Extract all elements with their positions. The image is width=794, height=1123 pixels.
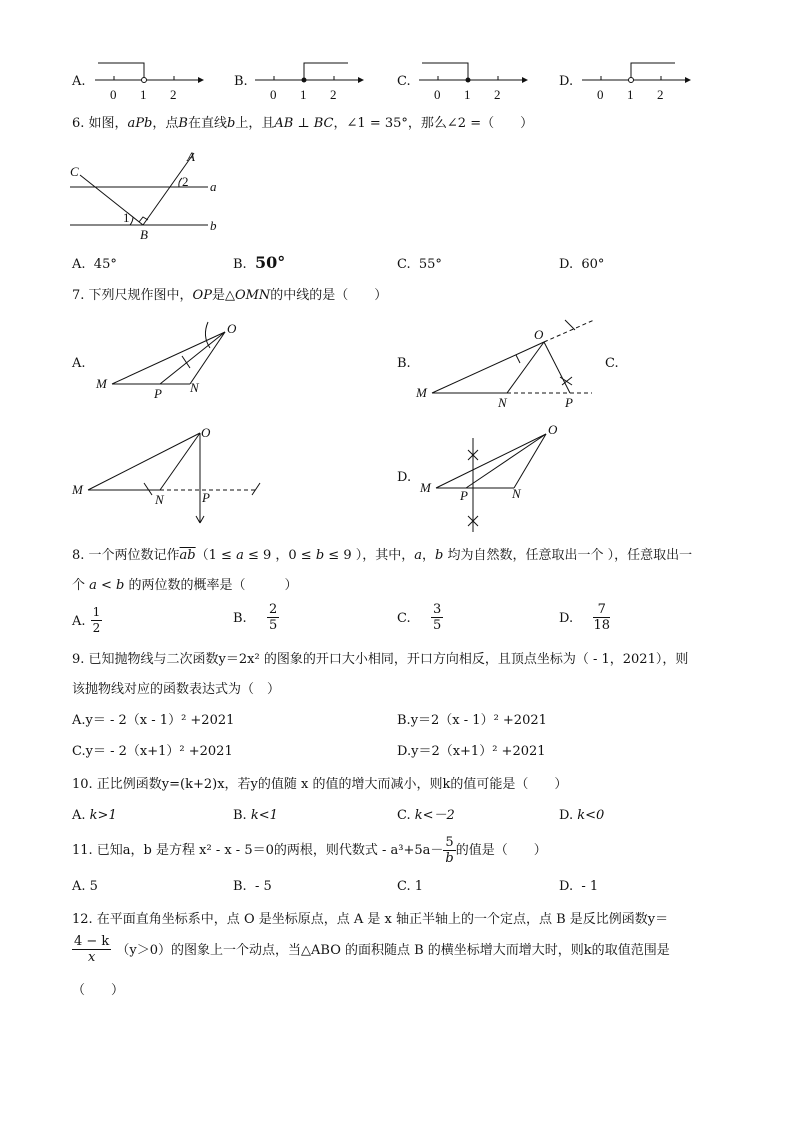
frac-num: 4 − k: [74, 934, 110, 949]
q7c-label-m: M: [72, 482, 83, 497]
q6-figure: [60, 145, 230, 245]
q7-stem-end: 的中线的是（ ）: [270, 288, 388, 303]
tick-label: 0: [434, 87, 441, 102]
q5-option-c-letter: C.: [397, 74, 411, 89]
q6-label-a-point: A: [187, 149, 195, 164]
q5-option-b-letter: B.: [234, 74, 248, 89]
option-letter: C.: [397, 879, 411, 894]
frac-den: 2: [92, 621, 101, 635]
option-letter: B.: [233, 879, 247, 894]
q6-stem-a: a: [127, 116, 136, 131]
q8-condition: a < b: [89, 578, 125, 593]
option-letter: A.: [72, 713, 86, 728]
q5-option-d-letter: D.: [559, 74, 574, 89]
option-text: 45°: [93, 257, 117, 272]
option-letter: D.: [559, 879, 574, 894]
option-letter: D.: [397, 744, 412, 759]
q8-text: ≤ 9 ，0 ≤: [243, 548, 316, 563]
q8-var: b: [435, 548, 444, 563]
q11-option-d: [559, 879, 598, 895]
q7-stem-text: 7. 下列尺规作图中，: [72, 288, 193, 303]
option-text: y＝2（x - 1）² +2021: [410, 713, 547, 728]
tick-label: 1: [627, 87, 634, 102]
q7c-label-o: O: [201, 425, 211, 440]
q9-option-c: [72, 744, 233, 760]
option-letter: A.: [72, 614, 86, 629]
option-text: 1: [414, 879, 424, 894]
frac-num: 1: [92, 605, 101, 619]
q7-figure-c: [72, 423, 272, 528]
q7a-label-n: N: [190, 380, 199, 395]
q7b-label-p: P: [565, 395, 573, 410]
q12-stem-line1: 12. 在平面直角坐标系中，点 O 是坐标原点，点 A 是 x 轴正半轴上的一个定点，点 B 是反比例函数y＝: [72, 912, 669, 927]
q8-text: ，: [421, 548, 435, 563]
q8-option-d: [559, 602, 610, 633]
q7-stem-omn: OMN: [234, 288, 271, 303]
q12-stem-line2: [72, 934, 670, 965]
q11-option-c: [397, 879, 423, 895]
option-text: - 5: [250, 879, 272, 894]
q6-label-c: C: [70, 164, 79, 179]
q7c-label-n: N: [155, 492, 164, 507]
option-text: 50°: [254, 253, 286, 272]
q6-stem-mid3: 上，且: [235, 116, 275, 131]
q7d-label-o: O: [548, 422, 558, 437]
q6-option-c: [397, 257, 442, 273]
option-letter: D.: [559, 808, 574, 823]
q8-option-b: [233, 602, 279, 633]
q10-option-b: [233, 808, 278, 824]
q6-stem-mid2: 在直线: [187, 116, 227, 131]
q5-option-a-number-line: [90, 58, 210, 104]
option-letter: A.: [72, 257, 86, 272]
q9-stem-line1: 9. 已知抛物线与二次函数y＝2x² 的图象的开口大小相同，开口方向相反，且顶点坐标为（ - 1，2021），则: [72, 652, 689, 667]
tick-label: 0: [597, 87, 604, 102]
option-text: k<0: [577, 808, 605, 823]
option-text: y＝ - 2（x - 1）² +2021: [85, 713, 235, 728]
q7d-label-m: M: [420, 480, 431, 495]
q6-stem-angle: ∠1 = 35°: [346, 116, 408, 131]
q7-label-b: B.: [397, 356, 411, 371]
option-letter: C.: [397, 611, 411, 626]
option-letter: A.: [72, 879, 86, 894]
frac-num: 7: [593, 602, 610, 618]
option-text: k>1: [89, 808, 117, 823]
q7-figure-b: [412, 315, 612, 410]
q9-option-d: [397, 744, 546, 760]
q8-option-a: [72, 605, 102, 636]
q7-stem-op: OP: [192, 288, 212, 303]
q6-label-b-point: B: [140, 227, 148, 242]
q7d-label-p: P: [460, 488, 468, 503]
option-letter: A.: [72, 808, 86, 823]
q6-option-b: [233, 255, 285, 273]
option-letter: C.: [397, 808, 411, 823]
tick-label: 0: [110, 87, 117, 102]
option-text: 5: [89, 879, 98, 894]
q10-option-c: [397, 808, 455, 824]
q6-stem-rel: Pb: [135, 116, 153, 131]
frac-den: 5: [269, 618, 278, 633]
q7-stem-mid: 是△: [211, 288, 235, 303]
q7-figure-d: [418, 420, 578, 535]
option-text: k<1: [250, 808, 278, 823]
q12-stem-text: （y＞0）的图象上一个动点，当△ABO 的面积随点 B 的横坐标增大而增大时，则k的取值范围是: [116, 943, 670, 958]
q6-label-line-a: a: [210, 179, 217, 194]
frac-num: 5: [445, 835, 454, 850]
q8-stem-line2: [72, 578, 298, 594]
option-letter: B.: [233, 257, 247, 272]
q8-var: a: [414, 548, 422, 563]
option-text: y＝2（x+1）² +2021: [411, 744, 546, 759]
q5-option-d-number-line: [577, 58, 697, 104]
q6-stem-mid: ，点: [152, 116, 179, 131]
q6-stem-b-point: B: [178, 116, 188, 131]
tick-label: 1: [140, 87, 147, 102]
q7d-label-n: N: [512, 486, 521, 501]
q7-stem: [72, 288, 387, 304]
option-letter: D.: [559, 257, 574, 272]
q10-stem: 10. 正比例函数y=(k+2)x，若y的值随 x 的值的增大而减小，则k的值可能是（ ）: [72, 777, 568, 792]
q8-stem-line1: [72, 548, 692, 564]
q5-option-c-number-line: [414, 58, 534, 104]
frac-den: 18: [593, 618, 610, 633]
q11-option-a: [72, 879, 98, 895]
q7-label-d: D.: [397, 470, 412, 485]
frac-den: b: [445, 851, 454, 866]
q8-two-digit: $\overline{ab}$: [179, 548, 196, 563]
q6-stem-prefix: 6. 如图，: [72, 116, 128, 131]
q7a-label-p: P: [154, 386, 162, 401]
q8-text: ≤ 9 ），其中，: [324, 548, 415, 563]
tick-label: 0: [270, 87, 277, 102]
tick-label: 2: [657, 87, 664, 102]
q8-text: （1 ≤: [195, 548, 237, 563]
q6-label-angle-2: 2: [182, 174, 189, 189]
q7a-label-m: M: [96, 376, 107, 391]
option-letter: C.: [397, 257, 411, 272]
q7-figure-a: [90, 318, 250, 403]
q10-option-d: [559, 808, 604, 824]
option-letter: C.: [72, 744, 86, 759]
q6-stem-b-line: b: [226, 116, 236, 131]
q6-stem-condition: AB ⊥ BC: [274, 116, 334, 131]
q10-option-a: [72, 808, 117, 824]
q11-stem-end: 的值是（ ）: [455, 843, 547, 858]
option-text: 55°: [418, 257, 442, 272]
q8-text: 个: [72, 578, 90, 593]
q9-option-a: [72, 713, 234, 729]
frac-den: 5: [432, 618, 442, 633]
q8-var: a: [236, 548, 244, 563]
option-letter: B.: [233, 808, 247, 823]
q8-option-c: [397, 602, 443, 633]
q8-text: 的两位数的概率是（ ）: [124, 578, 298, 593]
option-letter: D.: [559, 611, 574, 626]
q11-stem-text: 11. 已知a，b 是方程 x² - x - 5＝0的两根，则代数式 - a³+5a－: [72, 843, 444, 858]
q6-stem: [72, 116, 533, 132]
q11-option-b: [233, 879, 272, 895]
q8-var: b: [315, 548, 325, 563]
option-text: k<－2: [414, 808, 455, 823]
q6-option-d: [559, 257, 604, 273]
tick-label: 2: [170, 87, 177, 102]
tick-label: 1: [300, 87, 307, 102]
option-text: - 1: [577, 879, 599, 894]
q11-stem: [72, 835, 547, 866]
frac-den: x: [87, 950, 96, 965]
q7b-label-n: N: [498, 395, 507, 410]
q5-option-b-number-line: [250, 58, 370, 104]
tick-label: 1: [464, 87, 471, 102]
option-text: y＝ - 2（x+1）² +2021: [85, 744, 233, 759]
frac-num: 2: [269, 602, 278, 617]
q9-option-b: [397, 713, 547, 729]
q7-label-a: A.: [72, 356, 86, 371]
q8-text: 均为自然数，任意取出一个 ），任意取出一: [443, 548, 693, 563]
option-text: 60°: [581, 257, 605, 272]
q6-label-line-b: b: [210, 218, 217, 233]
q9-stem-line2: 该抛物线对应的函数表达式为（ ）: [72, 682, 281, 697]
q7a-label-o: O: [227, 321, 237, 336]
q6-option-a: [72, 257, 117, 273]
q6-stem-mid4: ，: [333, 116, 347, 131]
q6-stem-end: ，那么∠2 =（ ）: [407, 116, 534, 131]
q7b-label-o: O: [534, 327, 544, 342]
frac-num: 3: [432, 602, 442, 617]
q12-stem-line3: （ ）: [72, 983, 125, 998]
tick-label: 2: [330, 87, 337, 102]
q5-option-a-letter: A.: [72, 74, 86, 89]
q8-text: 8. 一个两位数记作: [72, 548, 180, 563]
q7c-label-p: P: [202, 490, 210, 505]
q7b-label-m: M: [416, 385, 427, 400]
option-letter: B.: [397, 713, 411, 728]
q6-label-angle-1: 1: [123, 210, 130, 225]
tick-label: 2: [494, 87, 501, 102]
q7-label-c: C.: [605, 356, 619, 371]
option-letter: B.: [233, 611, 247, 626]
